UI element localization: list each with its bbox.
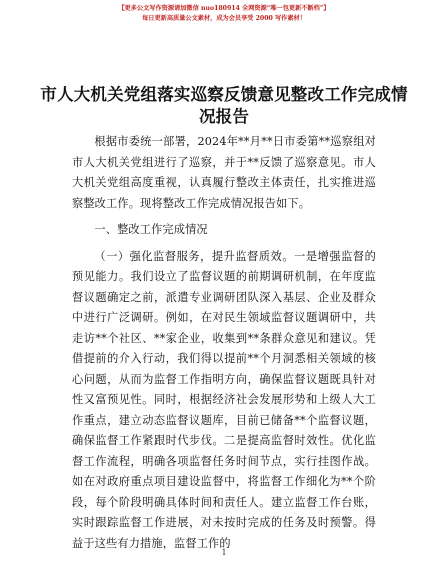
document-title: 市人大机关党组落实巡察反馈意见整改工作完成情况报告 xyxy=(40,85,408,126)
promo-banner xyxy=(0,4,448,24)
promo-banner-line-2: 每日更新高质量公文素材，成为会员享受 2000 写作素材！ xyxy=(142,15,306,22)
intro-paragraph: 根据市委统一部署，2024年**月**日市委第**巡察组对市人大机关党组进行了巡察，并于**反馈了巡察意见。市人大机关党组高度重视，认真履行整改主体责任，扎实推进巡察整改工作。现将整改工作完成情况报告如下。 xyxy=(72,135,376,210)
section-heading: 一、整改工作完成情况 xyxy=(94,223,208,236)
promo-banner-line-1: 【更多公文写作资源请加微信 nuo180914 全网资源“唯一包更新不断档”】 xyxy=(118,5,330,12)
body-paragraph: （一）强化监督服务，提升监督质效。一是增强监督的预见能力。我们设立了监督议题的前期调研机制，在年度监督议题确定之前，派遣专业调研团队深入基层、企业及群众中进行广泛调研。例如，在对民生领域监督议题调研中，共走访**个社区、**家企业，收集到**条群众意见和建议。凭借提前的介入行动，我们得以提前**个月洞悉相关领域的核心问题，从而为监督工作指明方向，确保监督议题既具针对性又富预见性。同时，根据经济社会发展形势和上级人大工作重点，建立动态监督议题库，目前已储备**个监督议题，确保监督工作紧跟时代步伐。二是提高监督时效性。优化监督工作流程，明确各项监督任务时间节点，实行挂图作战。如在对政府重点项目建设监督中，将监督工作细化为**个阶段，每个阶段明确具体时间和责任人。建立监督工作台账，实时跟踪监督工作进展，对未按时完成的任务及时预警。得益于这些有力措施，监督工作的 xyxy=(72,249,376,550)
page-number: 1 xyxy=(221,548,227,557)
document-body xyxy=(72,132,376,554)
